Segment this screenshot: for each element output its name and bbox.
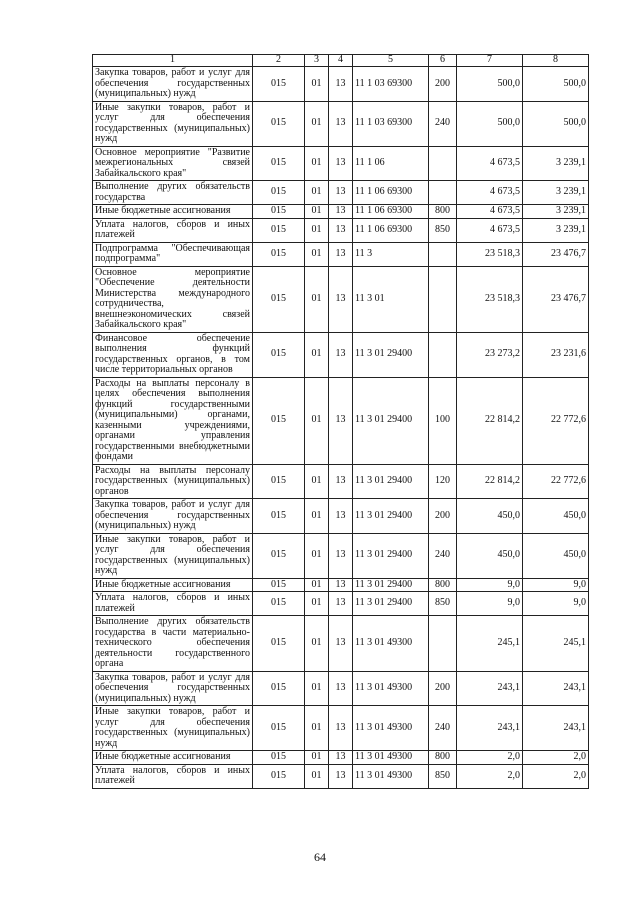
code-target-article: 11 3 01 29400 xyxy=(353,592,429,616)
amount-col7: 22 814,2 xyxy=(457,464,523,499)
code-ministry: 015 xyxy=(253,751,305,765)
amount-col7: 2,0 xyxy=(457,751,523,765)
code-ministry: 015 xyxy=(253,592,305,616)
code-section: 01 xyxy=(305,377,329,464)
code-subsection: 13 xyxy=(329,218,353,242)
table-row xyxy=(93,332,589,377)
amount-col8: 243,1 xyxy=(523,706,589,751)
code-section: 01 xyxy=(305,146,329,181)
code-target-article: 11 3 01 49300 xyxy=(353,706,429,751)
code-target-article: 11 3 01 29400 xyxy=(353,332,429,377)
row-description: Закупка товаров, работ и услуг для обеспечения государственных (муниципальных) нужд xyxy=(93,499,253,534)
code-expense-type: 800 xyxy=(429,578,457,592)
code-expense-type: 850 xyxy=(429,764,457,788)
row-description: Иные бюджетные ассигнования xyxy=(93,578,253,592)
code-target-article: 11 3 xyxy=(353,242,429,266)
code-subsection: 13 xyxy=(329,205,353,219)
code-subsection: 13 xyxy=(329,332,353,377)
code-expense-type: 800 xyxy=(429,205,457,219)
code-target-article: 11 3 01 49300 xyxy=(353,616,429,672)
code-expense-type: 200 xyxy=(429,671,457,706)
amount-col8: 3 239,1 xyxy=(523,146,589,181)
amount-col8: 450,0 xyxy=(523,499,589,534)
code-expense-type: 240 xyxy=(429,101,457,146)
table-row xyxy=(93,205,589,219)
amount-col7: 450,0 xyxy=(457,499,523,534)
code-subsection: 13 xyxy=(329,146,353,181)
code-section: 01 xyxy=(305,706,329,751)
amount-col7: 23 518,3 xyxy=(457,266,523,332)
code-expense-type xyxy=(429,146,457,181)
code-target-article: 11 3 01 29400 xyxy=(353,499,429,534)
code-subsection: 13 xyxy=(329,578,353,592)
code-section: 01 xyxy=(305,181,329,205)
amount-col7: 23 518,3 xyxy=(457,242,523,266)
code-section: 01 xyxy=(305,499,329,534)
amount-col7: 500,0 xyxy=(457,67,523,102)
code-subsection: 13 xyxy=(329,764,353,788)
code-ministry: 015 xyxy=(253,181,305,205)
code-ministry: 015 xyxy=(253,146,305,181)
amount-col8: 22 772,6 xyxy=(523,377,589,464)
table-row xyxy=(93,181,589,205)
code-subsection: 13 xyxy=(329,616,353,672)
code-section: 01 xyxy=(305,242,329,266)
header-cell: 8 xyxy=(523,55,589,67)
code-expense-type xyxy=(429,181,457,205)
code-ministry: 015 xyxy=(253,242,305,266)
table-row xyxy=(93,242,589,266)
table-header-row xyxy=(93,55,589,67)
amount-col8: 2,0 xyxy=(523,764,589,788)
amount-col8: 2,0 xyxy=(523,751,589,765)
code-ministry: 015 xyxy=(253,499,305,534)
code-target-article: 11 3 01 29400 xyxy=(353,578,429,592)
code-section: 01 xyxy=(305,205,329,219)
code-target-article: 11 1 06 69300 xyxy=(353,218,429,242)
amount-col7: 4 673,5 xyxy=(457,205,523,219)
code-ministry: 015 xyxy=(253,67,305,102)
row-description: Подпрограмма "Обеспечивающая подпрограмма" xyxy=(93,242,253,266)
table-row xyxy=(93,764,589,788)
code-target-article: 11 1 06 69300 xyxy=(353,181,429,205)
code-target-article: 11 1 03 69300 xyxy=(353,101,429,146)
code-subsection: 13 xyxy=(329,181,353,205)
amount-col8: 450,0 xyxy=(523,533,589,578)
table-row xyxy=(93,578,589,592)
code-ministry: 015 xyxy=(253,533,305,578)
row-description: Иные закупки товаров, работ и услуг для обеспечения государственных (муниципальных) нужд xyxy=(93,101,253,146)
row-description: Основное мероприятие "Развитие межрегиональных связей Забайкальского края" xyxy=(93,146,253,181)
code-ministry: 015 xyxy=(253,218,305,242)
amount-col8: 3 239,1 xyxy=(523,181,589,205)
code-subsection: 13 xyxy=(329,592,353,616)
code-expense-type: 240 xyxy=(429,533,457,578)
code-section: 01 xyxy=(305,592,329,616)
row-description: Уплата налогов, сборов и иных платежей xyxy=(93,592,253,616)
code-expense-type: 800 xyxy=(429,751,457,765)
code-expense-type: 200 xyxy=(429,67,457,102)
code-section: 01 xyxy=(305,101,329,146)
code-subsection: 13 xyxy=(329,242,353,266)
amount-col8: 3 239,1 xyxy=(523,218,589,242)
code-section: 01 xyxy=(305,332,329,377)
code-ministry: 015 xyxy=(253,578,305,592)
code-target-article: 11 3 01 xyxy=(353,266,429,332)
row-description: Выполнение других обязательств государства в части материально-технического обеспечения деятельности государственного органа xyxy=(93,616,253,672)
amount-col7: 23 273,2 xyxy=(457,332,523,377)
page-number: 64 xyxy=(314,850,326,864)
row-description: Уплата налогов, сборов и иных платежей xyxy=(93,764,253,788)
header-cell: 3 xyxy=(305,55,329,67)
row-description: Иные бюджетные ассигнования xyxy=(93,205,253,219)
code-ministry: 015 xyxy=(253,616,305,672)
code-subsection: 13 xyxy=(329,464,353,499)
amount-col8: 500,0 xyxy=(523,101,589,146)
header-cell: 7 xyxy=(457,55,523,67)
amount-col8: 3 239,1 xyxy=(523,205,589,219)
code-section: 01 xyxy=(305,464,329,499)
code-target-article: 11 1 03 69300 xyxy=(353,67,429,102)
code-ministry: 015 xyxy=(253,464,305,499)
code-section: 01 xyxy=(305,751,329,765)
table-row xyxy=(93,499,589,534)
code-ministry: 015 xyxy=(253,377,305,464)
code-ministry: 015 xyxy=(253,205,305,219)
code-target-article: 11 3 01 29400 xyxy=(353,464,429,499)
table-row xyxy=(93,67,589,102)
code-expense-type xyxy=(429,616,457,672)
code-expense-type xyxy=(429,266,457,332)
code-expense-type: 240 xyxy=(429,706,457,751)
table-row xyxy=(93,464,589,499)
header-cell: 2 xyxy=(253,55,305,67)
code-section: 01 xyxy=(305,616,329,672)
code-expense-type: 200 xyxy=(429,499,457,534)
code-expense-type xyxy=(429,332,457,377)
code-ministry: 015 xyxy=(253,266,305,332)
budget-table xyxy=(92,54,589,789)
amount-col8: 500,0 xyxy=(523,67,589,102)
row-description: Закупка товаров, работ и услуг для обеспечения государственных (муниципальных) нужд xyxy=(93,67,253,102)
table-row xyxy=(93,706,589,751)
amount-col8: 9,0 xyxy=(523,578,589,592)
code-expense-type: 850 xyxy=(429,592,457,616)
amount-col7: 9,0 xyxy=(457,592,523,616)
code-ministry: 015 xyxy=(253,764,305,788)
amount-col7: 450,0 xyxy=(457,533,523,578)
code-target-article: 11 3 01 49300 xyxy=(353,751,429,765)
amount-col7: 2,0 xyxy=(457,764,523,788)
table-row xyxy=(93,751,589,765)
code-subsection: 13 xyxy=(329,67,353,102)
row-description: Закупка товаров, работ и услуг для обеспечения государственных (муниципальных) нужд xyxy=(93,671,253,706)
code-ministry: 015 xyxy=(253,671,305,706)
code-target-article: 11 1 06 xyxy=(353,146,429,181)
code-subsection: 13 xyxy=(329,101,353,146)
amount-col7: 4 673,5 xyxy=(457,181,523,205)
code-section: 01 xyxy=(305,578,329,592)
table-row xyxy=(93,146,589,181)
row-description: Иные закупки товаров, работ и услуг для обеспечения государственных (муниципальных) нужд xyxy=(93,533,253,578)
code-section: 01 xyxy=(305,671,329,706)
table-row xyxy=(93,592,589,616)
code-subsection: 13 xyxy=(329,533,353,578)
code-target-article: 11 1 06 69300 xyxy=(353,205,429,219)
amount-col8: 243,1 xyxy=(523,671,589,706)
amount-col7: 22 814,2 xyxy=(457,377,523,464)
code-expense-type: 100 xyxy=(429,377,457,464)
row-description: Финансовое обеспечение выполнения функций государственных органов, в том числе территориальных органов xyxy=(93,332,253,377)
code-target-article: 11 3 01 49300 xyxy=(353,764,429,788)
row-description: Выполнение других обязательств государства xyxy=(93,181,253,205)
code-subsection: 13 xyxy=(329,751,353,765)
amount-col8: 22 772,6 xyxy=(523,464,589,499)
row-description: Основное мероприятие "Обеспечение деятельности Министерства международного сотрудничества, внешнеэкономических связей Забайкальского края" xyxy=(93,266,253,332)
amount-col8: 9,0 xyxy=(523,592,589,616)
amount-col7: 500,0 xyxy=(457,101,523,146)
table-row xyxy=(93,616,589,672)
code-section: 01 xyxy=(305,764,329,788)
table-row xyxy=(93,218,589,242)
header-cell: 6 xyxy=(429,55,457,67)
amount-col7: 243,1 xyxy=(457,671,523,706)
row-description: Иные бюджетные ассигнования xyxy=(93,751,253,765)
code-target-article: 11 3 01 29400 xyxy=(353,533,429,578)
amount-col7: 243,1 xyxy=(457,706,523,751)
header-cell: 1 xyxy=(93,55,253,67)
row-description: Уплата налогов, сборов и иных платежей xyxy=(93,218,253,242)
code-subsection: 13 xyxy=(329,266,353,332)
code-ministry: 015 xyxy=(253,706,305,751)
row-description: Иные закупки товаров, работ и услуг для обеспечения государственных (муниципальных) нужд xyxy=(93,706,253,751)
table-row xyxy=(93,101,589,146)
amount-col8: 23 231,6 xyxy=(523,332,589,377)
amount-col8: 23 476,7 xyxy=(523,266,589,332)
table-row xyxy=(93,377,589,464)
code-subsection: 13 xyxy=(329,706,353,751)
code-subsection: 13 xyxy=(329,499,353,534)
code-ministry: 015 xyxy=(253,101,305,146)
amount-col8: 23 476,7 xyxy=(523,242,589,266)
amount-col7: 4 673,5 xyxy=(457,146,523,181)
amount-col7: 4 673,5 xyxy=(457,218,523,242)
header-cell: 4 xyxy=(329,55,353,67)
code-target-article: 11 3 01 49300 xyxy=(353,671,429,706)
code-expense-type xyxy=(429,242,457,266)
code-expense-type: 850 xyxy=(429,218,457,242)
header-cell: 5 xyxy=(353,55,429,67)
code-section: 01 xyxy=(305,533,329,578)
table-row xyxy=(93,266,589,332)
code-target-article: 11 3 01 29400 xyxy=(353,377,429,464)
code-ministry: 015 xyxy=(253,332,305,377)
table-row xyxy=(93,671,589,706)
amount-col7: 245,1 xyxy=(457,616,523,672)
row-description: Расходы на выплаты персоналу государственных (муниципальных) органов xyxy=(93,464,253,499)
code-subsection: 13 xyxy=(329,377,353,464)
code-section: 01 xyxy=(305,218,329,242)
code-subsection: 13 xyxy=(329,671,353,706)
code-section: 01 xyxy=(305,67,329,102)
amount-col7: 9,0 xyxy=(457,578,523,592)
amount-col8: 245,1 xyxy=(523,616,589,672)
code-expense-type: 120 xyxy=(429,464,457,499)
table-row xyxy=(93,533,589,578)
row-description: Расходы на выплаты персоналу в целях обеспечения выполнения функций государственными (муниципальными) органами, казенными учреждениями, органами управления государственными внебюджетными фондами xyxy=(93,377,253,464)
code-section: 01 xyxy=(305,266,329,332)
